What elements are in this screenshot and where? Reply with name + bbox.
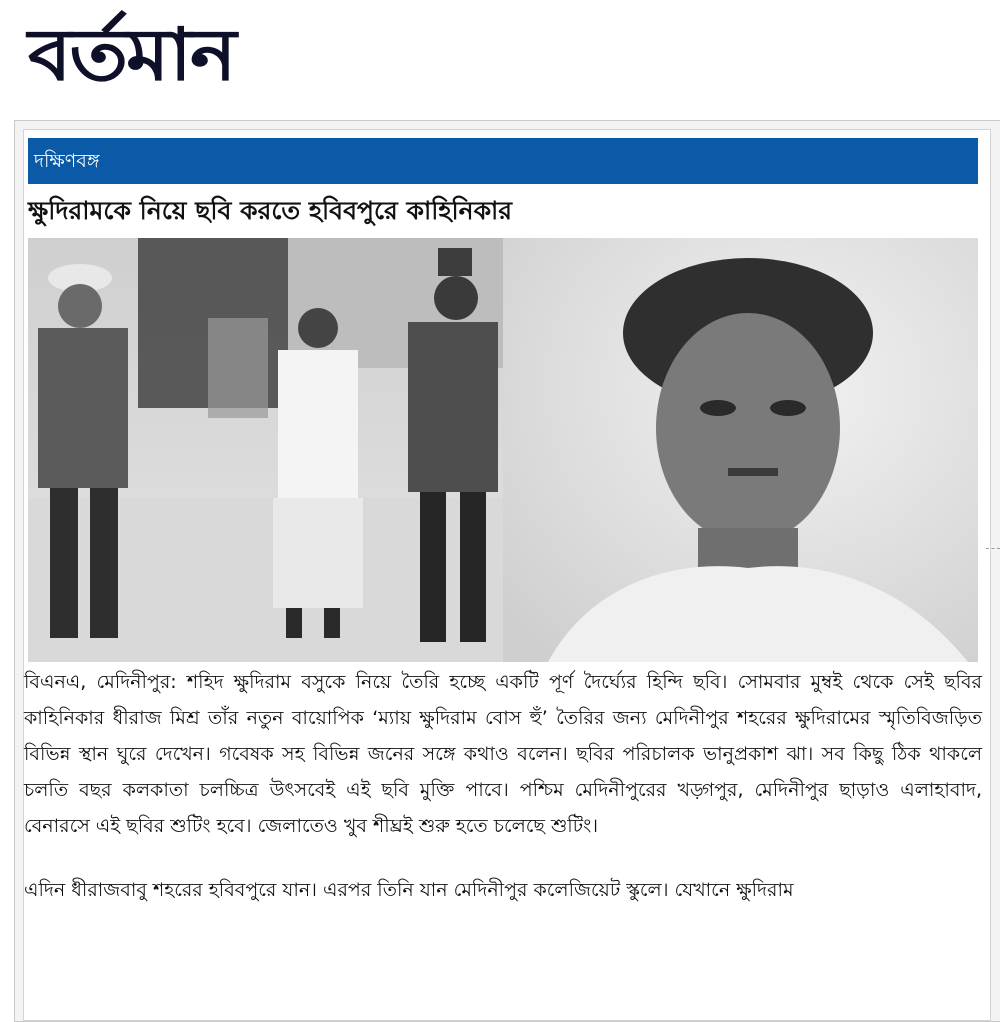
article-container <box>23 129 991 1021</box>
article-headline: ক্ষুদিরামকে নিয়ে ছবি করতে হবিবপুরে কাহিনিকার <box>28 196 513 225</box>
article-photo <box>28 238 978 662</box>
divider <box>986 548 1000 550</box>
article-frame <box>14 120 1000 1022</box>
photo-collage-icon <box>28 238 978 662</box>
article-body <box>24 664 982 936</box>
section-label[interactable]: দক্ষিণবঙ্গ <box>34 150 100 172</box>
section-bar[interactable] <box>28 138 978 184</box>
masthead <box>0 0 1000 118</box>
article-paragraph: বিএনএ, মেদিনীপুর: শহিদ ক্ষুদিরাম বসুকে নিয়ে তৈরি হচ্ছে একটি পূর্ণ দৈর্ঘ্যের হিন্দি ছবি। সোমবার মুম্বই থেকে সেই ছবির কাহিনিকার ধীরাজ মিশ্র তাঁর নতুন বায়োপিক ‘ম্যায় ক্ষুদিরাম বোস হুঁ’ তৈরির জন্য মেদিনীপুর শহরের ক্ষুদিরামের স্মৃতিবিজড়িত বিভিন্ন স্থান ঘুরে দেখেন। গবেষক সহ বিভিন্ন জনের সঙ্গে কথাও বলেন। ছবির পরিচালক ভানুপ্রকাশ ঝা। সব কিছু ঠিক থাকলে চলতি বছর কলকাতা চলচ্চিত্র উৎসবেই এই ছবি মুক্তি পাবে। পশ্চিম মেদিনীপুরের খড়্গপুর, মেদিনীপুর ছাড়াও এলাহাবাদ, বেনারসে এই ছবির শুটিং হবে। জেলাতেও খুব শীঘ্রই শুরু হতে চলেছে শুটিং। <box>24 671 982 837</box>
newspaper-logo[interactable]: বর্তমান <box>28 13 235 97</box>
article-paragraph: এদিন ধীরাজবাবু শহরের হবিবপুরে যান। এরপর তিনি যান মেদিনীপুর কলেজিয়েট স্কুলে। যেখানে ক্ষুদিরাম <box>24 879 794 901</box>
